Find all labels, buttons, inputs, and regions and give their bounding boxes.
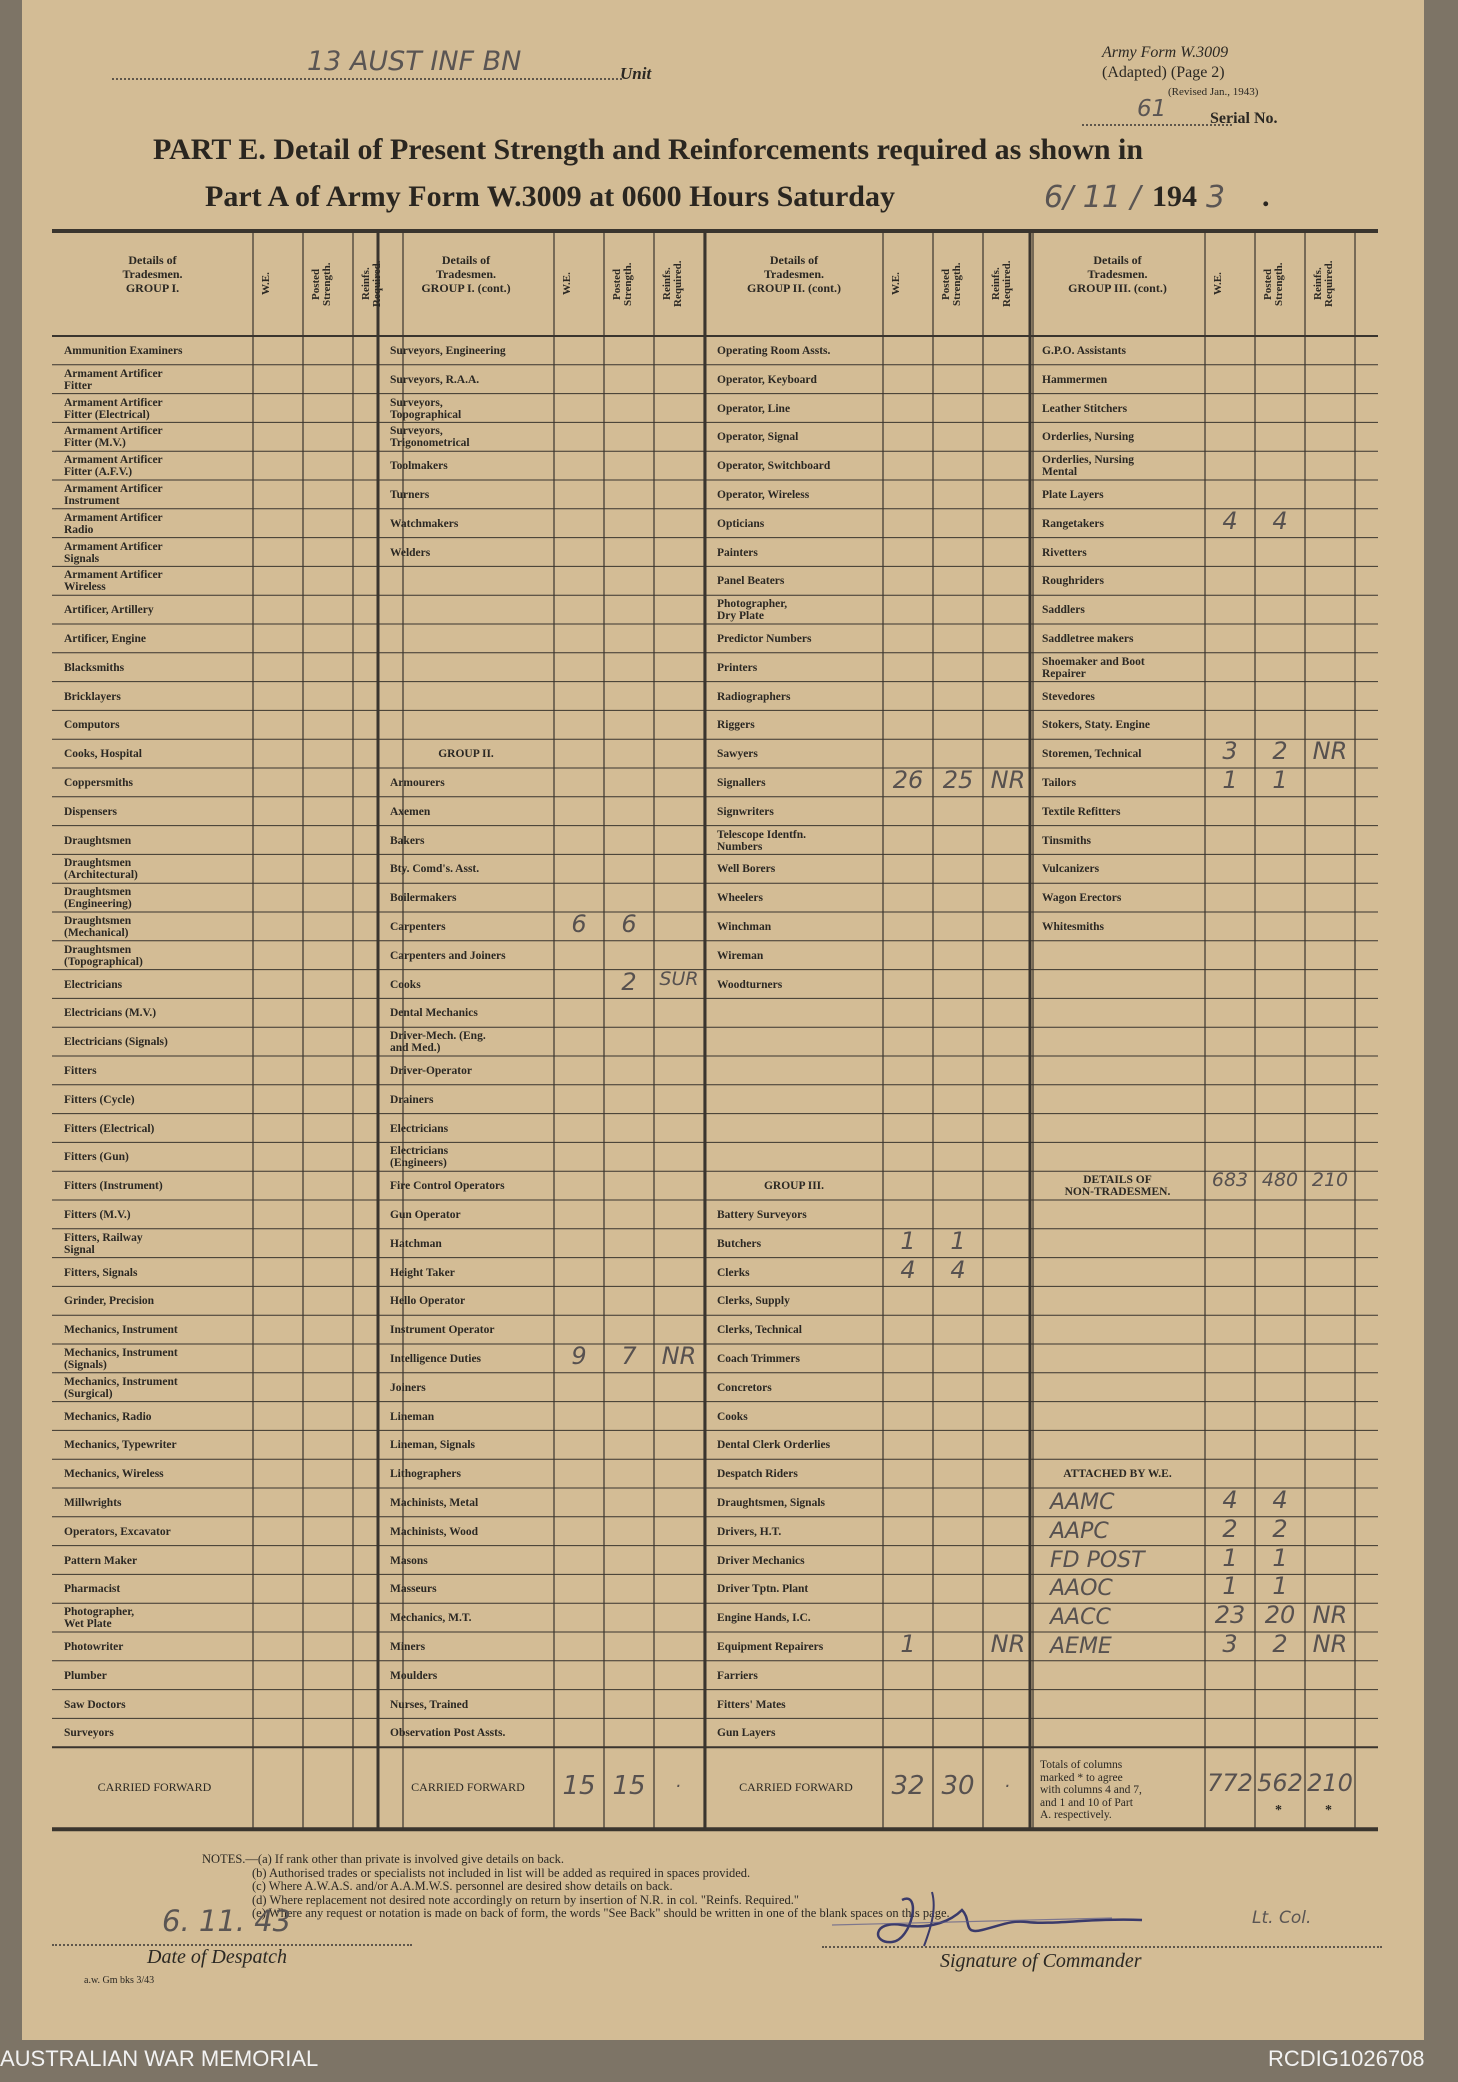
- entry-posted: 2: [1272, 1630, 1288, 1658]
- row-label: Hammermen: [1042, 373, 1108, 386]
- row-label: Operating Room Assts.: [717, 345, 831, 357]
- row-label: Toolmakers: [390, 460, 448, 473]
- row-label: Armament Artificer Wireless: [64, 569, 163, 594]
- attached-unit-label: FD POST: [1050, 1547, 1145, 1573]
- row-label: Armament Artificer Signals: [64, 540, 163, 565]
- entry-we: 4: [1222, 506, 1238, 535]
- carried-forward-label: CARRIED FORWARD: [411, 1780, 525, 1795]
- commander-rank: Lt. Col.: [1252, 1908, 1312, 1928]
- row-label: Pattern Maker: [64, 1554, 138, 1567]
- attached-unit-label: AAOC: [1050, 1576, 1113, 1602]
- row-label: Mechanics, M.T.: [390, 1612, 472, 1625]
- row-label: Farriers: [717, 1669, 758, 1682]
- row-label: Height Taker: [390, 1266, 455, 1279]
- note-line: (c) Where A.W.A.S. and/or A.A.M.W.S. personnel are desired show details on back.: [252, 1879, 673, 1893]
- row-label: Pharmacist: [64, 1583, 121, 1596]
- table-4-col-posted: Posted Strength.: [1262, 262, 1285, 306]
- entry-we: 4: [1222, 1486, 1238, 1514]
- row-label: Surveyors, Trigonometrical: [390, 425, 470, 450]
- row-label: Millwrights: [64, 1497, 122, 1509]
- row-label: Butchers: [717, 1237, 762, 1250]
- row-label: Opticians: [717, 517, 765, 530]
- row-label: Observation Post Assts.: [390, 1727, 506, 1740]
- row-label: Well Borers: [717, 863, 776, 876]
- row-label: Clerks: [717, 1266, 750, 1279]
- row-label: Bakers: [390, 834, 425, 847]
- row-label: Electricians (Signals): [64, 1036, 168, 1049]
- row-label: Saw Doctors: [64, 1698, 126, 1711]
- row-label: Whitesmiths: [1042, 921, 1104, 933]
- carried-forward-label: CARRIED FORWARD: [739, 1780, 853, 1795]
- row-label: Leather Stitchers: [1042, 402, 1128, 415]
- row-label: Driver-Operator: [390, 1065, 472, 1077]
- row-label: DETAILS OF NON-TRADESMEN.: [1064, 1174, 1171, 1199]
- row-label: Watchmakers: [390, 517, 459, 530]
- row-label: Fitters: [64, 1065, 97, 1077]
- form-adapted: (Adapted) (Page 2): [1102, 64, 1225, 81]
- row-label: Photographer, Wet Plate: [64, 1606, 135, 1631]
- entry-we: 683: [1211, 1169, 1249, 1192]
- row-label: Armament Artificer Instrument: [64, 483, 163, 507]
- row-label: Mechanics, Radio: [64, 1410, 152, 1423]
- row-label: Draughtsmen, Signals: [717, 1497, 825, 1509]
- row-label: Operator, Signal: [717, 431, 799, 444]
- row-label: Operator, Switchboard: [717, 460, 831, 473]
- entry-reinfs: NR: [1312, 737, 1348, 766]
- title-period: .: [1262, 180, 1270, 213]
- row-label: Driver Mechanics: [717, 1554, 805, 1567]
- row-label: Roughriders: [1042, 575, 1104, 588]
- row-label: Shoemaker and Boot Repairer: [1042, 655, 1145, 680]
- row-label: Photowriter: [64, 1641, 124, 1653]
- row-label: GROUP II.: [438, 748, 494, 761]
- entry-reinfs: 210: [1311, 1169, 1349, 1192]
- row-label: Printers: [717, 661, 758, 674]
- table-4-header: Details of Tradesmen. GROUP III. (cont.): [1068, 253, 1167, 295]
- commander-signature: [812, 1880, 1172, 1960]
- entry-posted: 6: [621, 910, 637, 938]
- entry-posted: 2: [1272, 1514, 1288, 1543]
- row-label: Battery Surveyors: [717, 1209, 807, 1221]
- row-label: Boilermakers: [390, 892, 457, 905]
- row-label: Engine Hands, I.C.: [717, 1612, 811, 1625]
- row-label: Armourers: [390, 777, 445, 789]
- row-label: Equipment Repairers: [717, 1641, 824, 1653]
- row-label: Operator, Wireless: [717, 489, 810, 501]
- attached-unit-label: AAMC: [1050, 1490, 1115, 1515]
- entry-we: 1: [1222, 1572, 1238, 1601]
- entry-posted: 1: [950, 1226, 966, 1255]
- table-2-col-posted: Posted Strength.: [611, 262, 634, 306]
- row-label: Dispensers: [64, 805, 118, 818]
- row-label: Mechanics, Instrument (Surgical): [64, 1375, 178, 1400]
- attached-unit-label: AAPC: [1050, 1518, 1109, 1544]
- entry-we: 6: [571, 910, 587, 938]
- row-label: Textile Refitters: [1042, 805, 1121, 818]
- row-label: Armament Artificer Fitter (Electrical): [64, 396, 163, 421]
- table-4-col-reinfs: Reinfs. Required.: [1312, 260, 1335, 308]
- row-label: Armament Artificer Fitter: [64, 367, 163, 392]
- entry-posted: 4: [1272, 1486, 1288, 1514]
- row-label: Dental Clerk Orderlies: [717, 1439, 831, 1452]
- row-label: Nurses, Trained: [390, 1698, 469, 1711]
- row-label: Drivers, H.T.: [717, 1525, 782, 1538]
- title-year-digit: 3: [1206, 180, 1226, 215]
- entry-reinfs: NR: [1312, 1601, 1348, 1630]
- row-label: Plumber: [64, 1669, 107, 1682]
- row-label: Surveyors, R.A.A.: [390, 373, 480, 386]
- row-label: Draughtsmen (Mechanical): [64, 915, 132, 939]
- row-label: Turners: [390, 489, 430, 501]
- row-label: Mechanics, Wireless: [64, 1468, 164, 1481]
- despatch-label: Date of Despatch: [147, 1946, 287, 1968]
- table-1-header: Details of Tradesmen. GROUP I.: [122, 253, 183, 295]
- entry-reinfs: NR: [661, 1342, 697, 1370]
- totals-label: Totals of columns marked * to agree with columns 4 and 7, and 1 and 10 of Part A. respectively.: [1040, 1759, 1142, 1822]
- entry-we: 1: [900, 1226, 916, 1255]
- entry-posted: 4: [1272, 506, 1288, 535]
- row-label: G.P.O. Assistants: [1042, 345, 1126, 357]
- form-number: Army Form W.3009: [1102, 44, 1229, 61]
- entry-we: 23: [1214, 1601, 1246, 1630]
- table-1-col-we: W.E.: [260, 272, 272, 296]
- row-label: Draughtsmen (Engineering): [64, 886, 132, 911]
- row-label: Stevedores: [1042, 690, 1095, 703]
- row-label: Fire Control Operators: [390, 1180, 505, 1193]
- row-label: Fitters (Gun): [64, 1151, 129, 1164]
- entry-we: 3: [1222, 737, 1238, 766]
- row-label: Electricians: [390, 1122, 449, 1135]
- note-line: (e) Where any request or notation is made on back of form, the words "See Back" should be written in one of the blank spaces on this page.: [252, 1906, 950, 1920]
- entry-posted: 480: [1261, 1169, 1299, 1192]
- row-label: Blacksmiths: [64, 661, 125, 674]
- row-label: Tailors: [1042, 777, 1077, 789]
- row-label: Signallers: [717, 777, 766, 789]
- row-label: Coppersmiths: [64, 777, 134, 789]
- entry-we: 1: [1222, 1543, 1238, 1572]
- row-label: Stokers, Staty. Engine: [1042, 719, 1150, 732]
- row-label: Clerks, Technical: [717, 1324, 802, 1337]
- row-label: Wheelers: [717, 892, 763, 905]
- row-label: Fitters (Cycle): [64, 1093, 135, 1106]
- row-label: Saddletree makers: [1042, 633, 1134, 645]
- form-paper: [22, 0, 1424, 2040]
- unit-value: 13 AUST INF BN: [307, 46, 522, 77]
- row-label: Draughtsmen (Architectural): [64, 857, 138, 882]
- table-3-col-posted: Posted Strength.: [940, 262, 963, 306]
- row-label: Draughtsmen (Topographical): [64, 943, 143, 968]
- carried-forward-value: 30: [941, 1771, 975, 1802]
- entry-we: 1: [900, 1630, 916, 1658]
- title-year: 194: [1152, 180, 1197, 213]
- row-label: Fitters, Signals: [64, 1266, 138, 1279]
- totals-value: 772: [1207, 1769, 1253, 1798]
- row-label: Masons: [390, 1554, 428, 1567]
- row-label: Riggers: [717, 719, 755, 732]
- row-label: Miners: [390, 1641, 426, 1653]
- row-label: Hello Operator: [390, 1295, 466, 1308]
- row-label: Surveyors, Topographical: [390, 396, 462, 421]
- row-label: Masseurs: [390, 1583, 437, 1596]
- despatch-date: 6. 11. 43: [162, 1904, 292, 1938]
- row-label: Moulders: [390, 1669, 438, 1682]
- row-label: Wireman: [717, 949, 764, 962]
- row-label: Driver-Mech. (Eng. and Med.): [390, 1030, 486, 1055]
- row-label: Panel Beaters: [717, 575, 785, 588]
- row-label: Electricians (Engineers): [390, 1145, 449, 1170]
- entry-posted: 2: [621, 967, 637, 996]
- row-label: Vulcanizers: [1042, 863, 1100, 876]
- table-1-col-reinfs: Reinfs. Required.: [360, 260, 383, 308]
- signature-label: Signature of Commander: [940, 1950, 1142, 1972]
- row-label: Ammunition Examiners: [64, 345, 183, 357]
- row-label: Bricklayers: [64, 690, 121, 703]
- row-label: Plate Layers: [1042, 489, 1104, 501]
- attached-unit-label: AACC: [1050, 1605, 1111, 1631]
- row-label: Operator, Line: [717, 402, 791, 415]
- row-label: Storemen, Technical: [1042, 748, 1142, 761]
- entry-reinfs: NR: [990, 1630, 1026, 1658]
- row-label: Saddlers: [1042, 604, 1085, 617]
- caption-left: AUSTRALIAN WAR MEMORIAL: [0, 2046, 319, 2071]
- entry-posted: 2: [1272, 737, 1288, 766]
- row-label: Drainers: [390, 1093, 434, 1106]
- totals-asterisk: *: [1275, 1803, 1282, 1819]
- row-label: Mechanics, Instrument: [64, 1324, 178, 1337]
- row-label: Bty. Comd's. Asst.: [390, 863, 480, 876]
- row-label: Surveyors, Engineering: [390, 345, 506, 357]
- row-label: Concretors: [717, 1381, 772, 1394]
- totals-value: 562: [1257, 1769, 1303, 1798]
- table-1-col-posted: Posted Strength.: [310, 262, 333, 306]
- entry-reinfs: NR: [990, 766, 1026, 794]
- entry-we: 4: [900, 1255, 916, 1284]
- entry-we: 2: [1222, 1514, 1238, 1543]
- entry-reinfs: NR: [1312, 1630, 1348, 1658]
- row-label: Lithographers: [390, 1468, 461, 1481]
- row-label: Artificer, Artillery: [64, 604, 154, 617]
- row-label: Predictor Numbers: [717, 633, 812, 645]
- carried-forward-value: 15: [562, 1771, 596, 1802]
- row-label: Orderlies, Nursing Mental: [1042, 454, 1134, 479]
- row-label: Electricians (M.V.): [64, 1007, 157, 1020]
- entry-we: 26: [892, 766, 924, 794]
- row-label: Artificer, Engine: [64, 633, 146, 645]
- row-label: Gun Operator: [390, 1209, 461, 1221]
- totals-asterisk: *: [1325, 1803, 1332, 1819]
- carried-forward-value: 32: [891, 1771, 925, 1802]
- row-label: Woodturners: [717, 978, 783, 991]
- row-label: Fitters (M.V.): [64, 1209, 131, 1221]
- row-label: Fitters' Mates: [717, 1698, 786, 1711]
- entry-we: 9: [571, 1342, 587, 1370]
- row-label: Telescope Identfn. Numbers: [717, 828, 807, 853]
- row-label: Carpenters: [390, 921, 446, 933]
- entry-posted: 1: [1272, 1572, 1288, 1601]
- carried-forward-value: 15: [612, 1771, 646, 1802]
- serial-value: 61: [1137, 96, 1167, 122]
- row-label: Lineman: [390, 1410, 435, 1423]
- row-label: Armament Artificer Fitter (M.V.): [64, 425, 163, 450]
- row-label: Orderlies, Nursing: [1042, 431, 1134, 444]
- row-label: Rangetakers: [1042, 517, 1104, 530]
- row-label: Welders: [390, 546, 431, 559]
- totals-value: 210: [1307, 1769, 1353, 1798]
- row-label: Cooks, Hospital: [64, 748, 142, 761]
- entry-posted: 7: [621, 1342, 637, 1370]
- carried-forward-label: CARRIED FORWARD: [97, 1780, 212, 1795]
- row-label: Dental Mechanics: [390, 1007, 478, 1020]
- entry-posted: 1: [1272, 766, 1288, 794]
- row-label: Fitters (Instrument): [64, 1180, 163, 1193]
- row-label: Fitters (Electrical): [64, 1122, 155, 1135]
- entry-posted: 25: [942, 766, 974, 794]
- entry-reinfs: SUR: [659, 967, 699, 990]
- row-label: Painters: [717, 546, 758, 559]
- carried-forward-value: .: [676, 1771, 682, 1793]
- row-label: Driver Tptn. Plant: [717, 1583, 809, 1596]
- row-label: Wagon Erectors: [1042, 892, 1122, 905]
- table-4-col-we: W.E.: [1212, 272, 1224, 296]
- row-label: Mechanics, Typewriter: [64, 1439, 177, 1452]
- entry-posted: 20: [1264, 1601, 1296, 1630]
- table-2-header: Details of Tradesmen. GROUP I. (cont.): [421, 253, 511, 295]
- form-revised: (Revised Jan., 1943): [1168, 86, 1259, 98]
- row-label: Joiners: [390, 1381, 426, 1394]
- row-label: Grinder, Precision: [64, 1295, 155, 1308]
- caption-right: RCDIG1026708: [1268, 2046, 1425, 2071]
- attached-unit-label: AEME: [1050, 1634, 1112, 1659]
- row-label: Intelligence Duties: [390, 1353, 482, 1365]
- row-label: Clerks, Supply: [717, 1295, 790, 1308]
- row-label: Hatchman: [390, 1237, 442, 1250]
- row-label: ATTACHED BY W.E.: [1063, 1468, 1172, 1481]
- serial-label: Serial No.: [1210, 110, 1278, 127]
- row-label: Armament Artificer Fitter (A.F.V.): [64, 454, 163, 479]
- row-label: Instrument Operator: [390, 1324, 495, 1337]
- signature-underline: [822, 1946, 1382, 1948]
- row-label: Coach Trimmers: [717, 1353, 800, 1365]
- row-label: Rivetters: [1042, 546, 1087, 559]
- entry-posted: 1: [1272, 1543, 1288, 1572]
- table-3-col-reinfs: Reinfs. Required.: [990, 260, 1013, 308]
- row-label: GROUP III.: [763, 1180, 825, 1193]
- print-code: a.w. Gm bks 3/43: [84, 1975, 155, 1986]
- row-label: Tinsmiths: [1042, 834, 1092, 847]
- row-label: Cooks: [390, 978, 421, 991]
- note-line: (d) Where replacement not desired note accordingly on return by insertion of N.R. in col. "Reinfs. Required.": [252, 1892, 799, 1907]
- row-label: Carpenters and Joiners: [390, 949, 506, 962]
- row-label: Cooks: [717, 1410, 748, 1423]
- row-label: Machinists, Wood: [390, 1525, 478, 1538]
- row-label: Fitters, Railway Signal: [64, 1231, 143, 1256]
- row-label: Draughtsmen: [64, 834, 132, 847]
- table-3-header: Details of Tradesmen. GROUP II. (cont.): [747, 253, 841, 295]
- row-label: Signwriters: [717, 805, 774, 818]
- row-label: Computors: [64, 719, 120, 732]
- row-label: Operator, Keyboard: [717, 373, 817, 386]
- note-line: NOTES.—(a) If rank other than private is involved give details on back.: [202, 1852, 565, 1866]
- row-label: Surveyors: [64, 1727, 114, 1740]
- row-label: Photographer, Dry Plate: [717, 598, 788, 623]
- title-line-2: Part A of Army Form W.3009 at 0600 Hours Saturday: [205, 180, 895, 213]
- row-label: Machinists, Metal: [390, 1497, 479, 1509]
- unit-label: Unit: [620, 64, 652, 83]
- row-label: Mechanics, Instrument (Signals): [64, 1347, 178, 1371]
- row-label: Axemen: [390, 805, 431, 818]
- note-line: (b) Authorised trades or specialists not included in list will be added as required in spaces provided.: [252, 1865, 751, 1880]
- entry-we: 1: [1222, 766, 1238, 794]
- title-date: 6/ 11 /: [1044, 180, 1141, 215]
- row-label: Sawyers: [717, 748, 758, 761]
- row-label: Electricians: [64, 978, 123, 991]
- row-label: Lineman, Signals: [390, 1439, 475, 1452]
- row-label: Operators, Excavator: [64, 1525, 171, 1538]
- table-2-col-we: W.E.: [561, 272, 573, 296]
- row-label: Winchman: [717, 921, 772, 933]
- row-label: Despatch Riders: [717, 1468, 798, 1481]
- carried-forward-value: .: [1005, 1771, 1011, 1793]
- table-3-col-we: W.E.: [890, 272, 902, 296]
- title-line-1: PART E. Detail of Present Strength and Reinforcements required as shown in: [153, 133, 1144, 166]
- row-label: Armament Artificer Radio: [64, 511, 163, 536]
- row-label: Gun Layers: [717, 1727, 776, 1740]
- table-2-col-reinfs: Reinfs. Required.: [661, 260, 684, 308]
- row-label: Radiographers: [717, 690, 791, 703]
- entry-posted: 4: [950, 1255, 966, 1284]
- entry-we: 3: [1222, 1630, 1238, 1658]
